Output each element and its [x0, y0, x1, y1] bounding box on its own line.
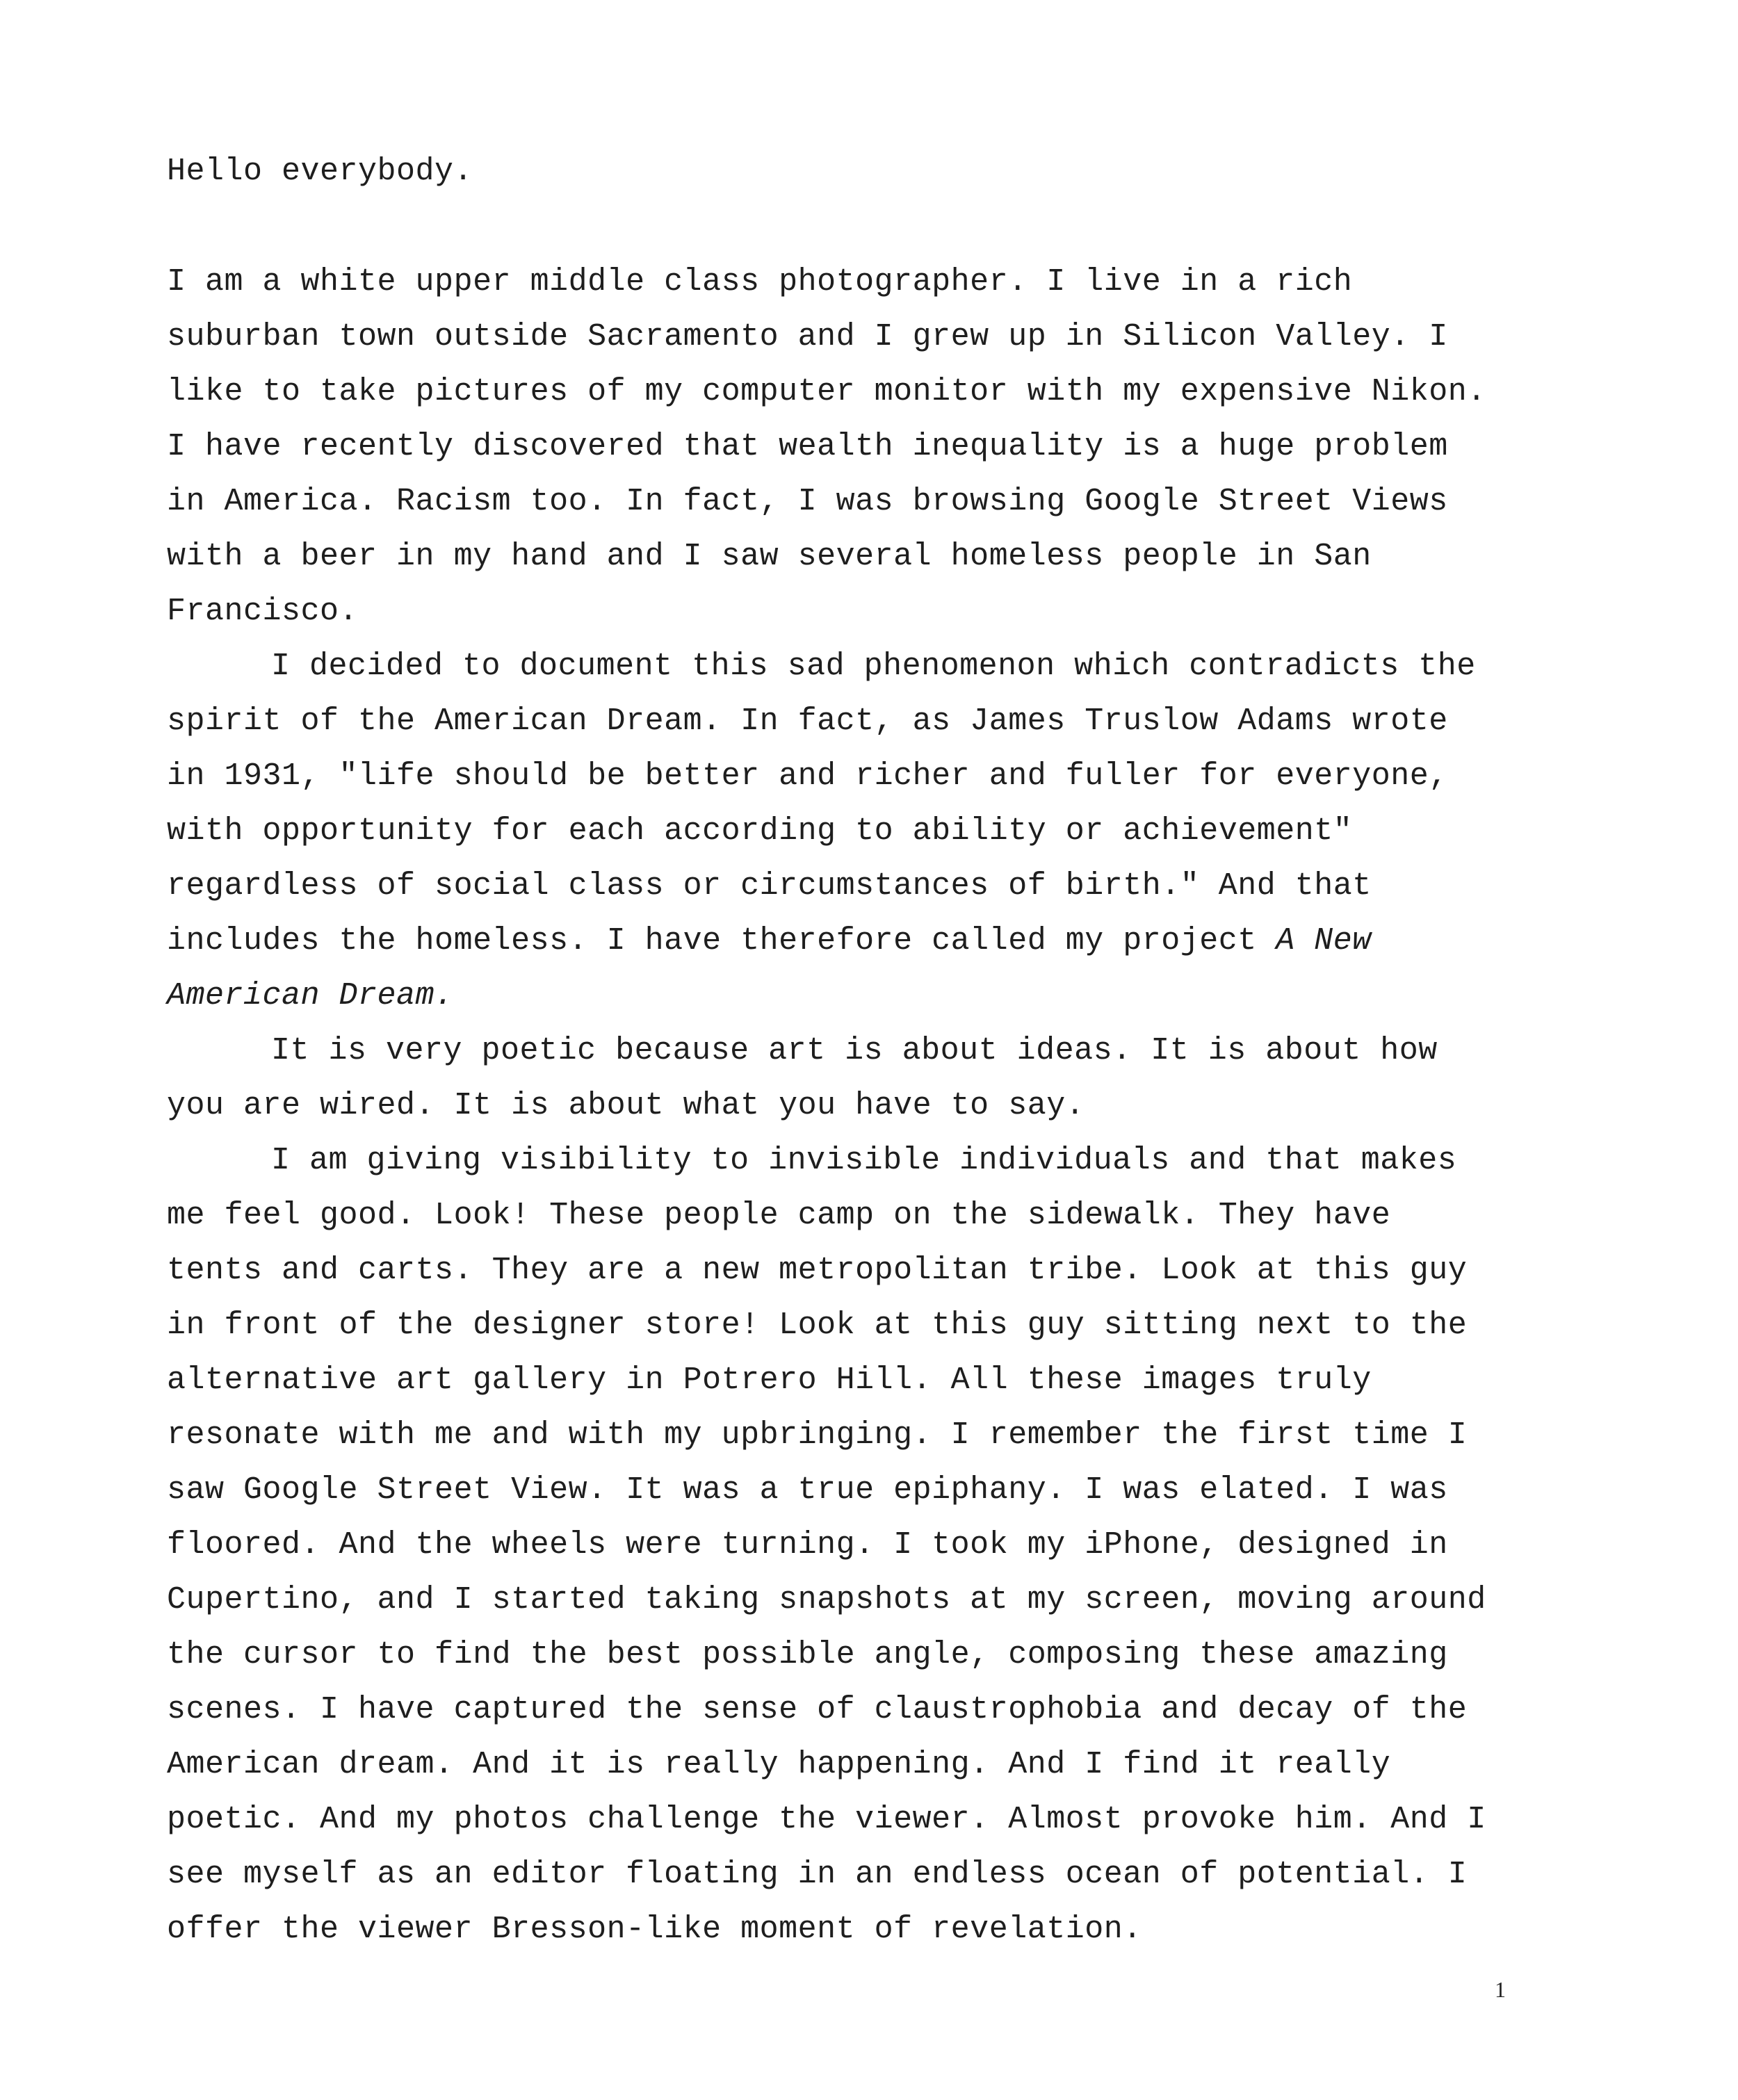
paragraph-line: scenes. I have captured the sense of claustrophobia and decay of the	[167, 1692, 1468, 1727]
paragraph-line: I am giving visibility to invisible individuals and that makes	[271, 1143, 1457, 1178]
paragraph-line: see myself as an editor floating in an endless ocean of potential. I	[167, 1857, 1468, 1892]
paragraph-line: American dream. And it is really happening. And I find it really	[167, 1747, 1391, 1782]
paragraph-line: in America. Racism too. In fact, I was browsing Google Street Views	[167, 484, 1448, 519]
paragraph-line: It is very poetic because art is about ideas. It is about how	[271, 1033, 1438, 1068]
paragraph-line: Francisco.	[167, 594, 359, 629]
paragraph-line: tents and carts. They are a new metropolitan tribe. Look at this guy	[167, 1253, 1468, 1288]
paragraph-line: in front of the designer store! Look at this guy sitting next to the	[167, 1308, 1468, 1343]
paragraph-line: I decided to document this sad phenomenon which contradicts the	[271, 649, 1476, 684]
paragraph-line: spirit of the American Dream. In fact, as James Truslow Adams wrote	[167, 703, 1448, 739]
greeting: Hello everybody.	[167, 154, 473, 189]
page-number: 1	[1495, 1977, 1506, 2002]
paragraph-line: the cursor to find the best possible angle, composing these amazing	[167, 1637, 1448, 1672]
paragraph-line: suburban town outside Sacramento and I grew up in Silicon Valley. I	[167, 319, 1448, 355]
paragraph-line: poetic. And my photos challenge the viewer. Almost provoke him. And I	[167, 1802, 1486, 1837]
paragraph-line: resonate with me and with my upbringing. I remember the first time I	[167, 1417, 1468, 1453]
paragraph-line: floored. And the wheels were turning. I took my iPhone, designed in	[167, 1527, 1448, 1563]
paragraph-line: regardless of social class or circumstances of birth." And that	[167, 868, 1372, 904]
project-title-part-2: American Dream.	[167, 978, 454, 1014]
paragraph-line: me feel good. Look! These people camp on the sidewalk. They have	[167, 1198, 1391, 1233]
paragraph-line: I have recently discovered that wealth inequality is a huge problem	[167, 429, 1448, 464]
paragraph-line: with opportunity for each according to ability or achievement"	[167, 813, 1353, 849]
paragraph-line-text: includes the homeless. I have therefore called my project	[167, 923, 1276, 959]
paragraph-line: I am a white upper middle class photographer. I live in a rich	[167, 264, 1353, 300]
paragraph-line: you are wired. It is about what you have to say.	[167, 1088, 1085, 1123]
paragraph-line: alternative art gallery in Potrero Hill. All these images truly	[167, 1362, 1372, 1398]
paragraph-line: Cupertino, and I started taking snapshots at my screen, moving around	[167, 1582, 1486, 1618]
paragraph-line: saw Google Street View. It was a true epiphany. I was elated. I was	[167, 1472, 1448, 1508]
paragraph-line: in 1931, "life should be better and richer and fuller for everyone,	[167, 758, 1448, 794]
paragraph-line: like to take pictures of my computer monitor with my expensive Nikon.	[167, 374, 1486, 409]
project-title-part-1: A New	[1276, 923, 1372, 959]
paragraph-line	[167, 920, 1372, 962]
paragraph-line: with a beer in my hand and I saw several homeless people in San	[167, 539, 1372, 574]
paragraph-line: offer the viewer Bresson-like moment of revelation.	[167, 1912, 1142, 1947]
